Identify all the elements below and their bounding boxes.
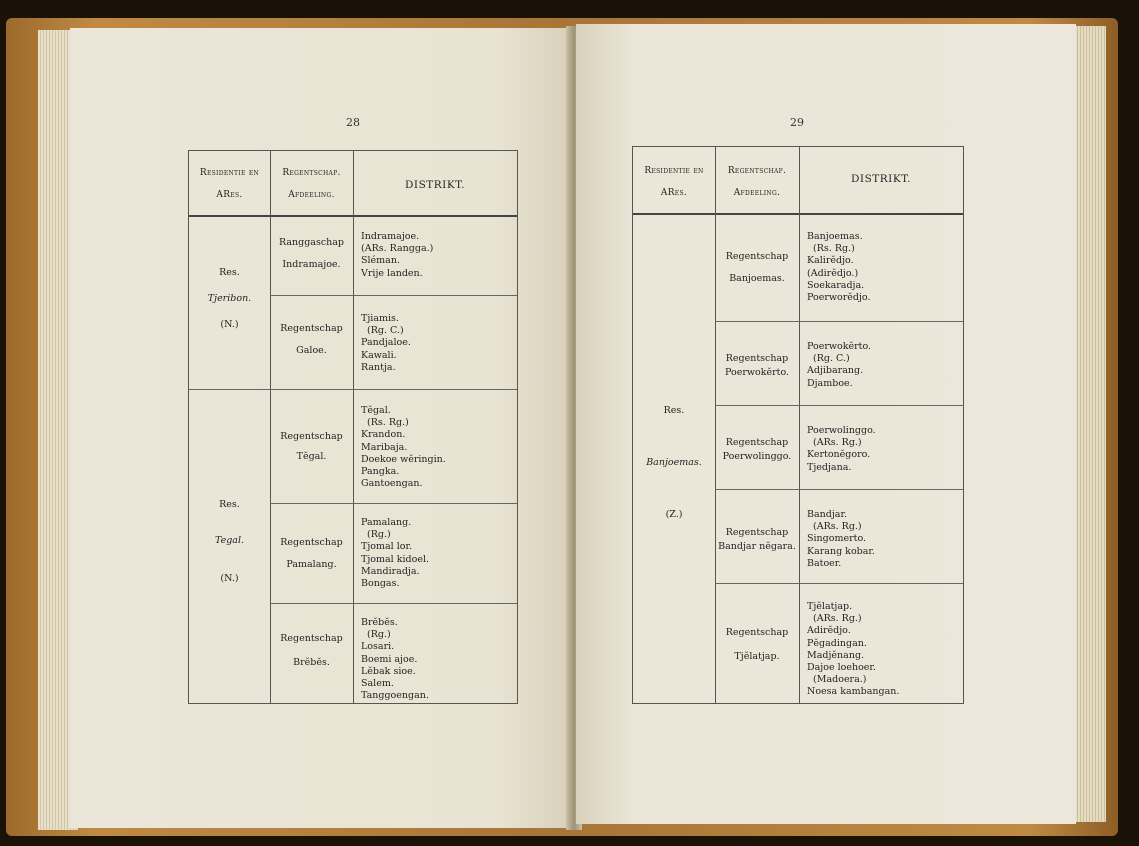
regency-type: Regentschap [280,323,343,334]
district-list: Poerwokĕrto. (Rg. C.) Adjibarang. Djamboe. [807,341,872,389]
header-ares: ARes. [216,190,243,200]
district-list: Poerwolinggo. (ARs. Rg.) Kertonĕgoro. Tjedjana. [807,425,876,473]
header-residentie: Residentie en [644,166,704,176]
header-regentschap: Regentschap. [727,166,787,176]
header-regentschap: Regentschap. [282,168,341,178]
regency-name: Poerwolinggo. [722,451,792,462]
regency-name: Poerwokĕrto. [724,367,790,378]
regency-type: Regentschap [725,353,789,364]
regency-name: Galoe. [296,345,327,356]
header-distrikt: DISTRIKT. [405,179,465,191]
residency-name: Tjeribon. [207,293,252,304]
regency-type: Ranggaschap [278,237,345,248]
district-list: Brĕbĕs. (Rg.) Losari. Boemi ajoe. Lĕbak sioe. Salem. Tanggoengan. [361,617,429,702]
regency-name: Tĕgal. [296,451,327,462]
header-afdeeling: Afdeeling. [733,188,781,198]
district-list: Tĕgal. (Rs. Rg.) Krandon. Maribaja. Doekoe wĕringin. Pangka. Gantoengan. [361,405,446,490]
district-list: Tjiamis. (Rg. C.) Pandjaloe. Kawali. Rantja. [361,313,411,373]
regency-type: Regentschap [280,431,343,442]
residency-label: Res. [219,499,240,510]
page-number: 29 [790,116,804,129]
header-distrikt: DISTRIKT. [851,173,911,185]
regency-name: Bandjar nĕgara. [718,541,796,552]
residency-label: Res. [219,267,240,278]
residency-region: (Z.) [665,509,683,520]
residency-region: (N.) [220,319,239,330]
regency-name: Indramajoe. [282,259,341,270]
left-page [70,28,572,828]
regency-type: Regentschap [725,251,789,262]
residency-label: Res. [663,405,685,416]
header-ares: ARes. [660,188,688,198]
regency-type: Regentschap [725,527,789,538]
right-page-edges [1072,26,1106,822]
regency-name: Brĕbĕs. [293,657,330,668]
district-list: Indramajoe. (ARs. Rangga.) Sléman. Vrije landen. [361,231,434,279]
regency-type: Regentschap [280,633,343,644]
regency-type: Regentschap [725,627,789,638]
right-page [576,24,1076,824]
residency-name: Banjoemas. [646,457,702,468]
residency-name: Tegal. [214,535,245,546]
residency-region: (N.) [220,573,239,584]
regency-type: Regentschap [725,437,789,448]
district-list: Banjoemas. (Rs. Rg.) Kalirĕdjo. (Adirĕdjo.) Soekaradja. Poerworĕdjo. [807,231,871,304]
header-afdeeling: Afdeeling. [288,190,335,200]
regency-type: Regentschap [280,537,343,548]
regency-name: Pamalang. [286,559,337,570]
regency-name: Banjoemas. [729,273,785,284]
district-list: Tjĕlatjap. (ARs. Rg.) Adirĕdjo. Pĕgadingan. Madjĕnang. Dajoe loehoer. (Madoera.) Noesa kambangan. [807,601,900,698]
right-table [632,146,964,704]
regency-name: Tjĕlatjap. [734,651,780,662]
left-table [188,150,518,704]
header-residentie: Residentie en [199,168,260,178]
page-number: 28 [346,116,360,129]
district-list: Bandjar. (ARs. Rg.) Singomerto. Karang kobar. Batoer. [807,509,875,569]
district-list: Pamalang. (Rg.) Tjomal lor. Tjomal kidoel. Mandiradja. Bongas. [361,517,430,590]
